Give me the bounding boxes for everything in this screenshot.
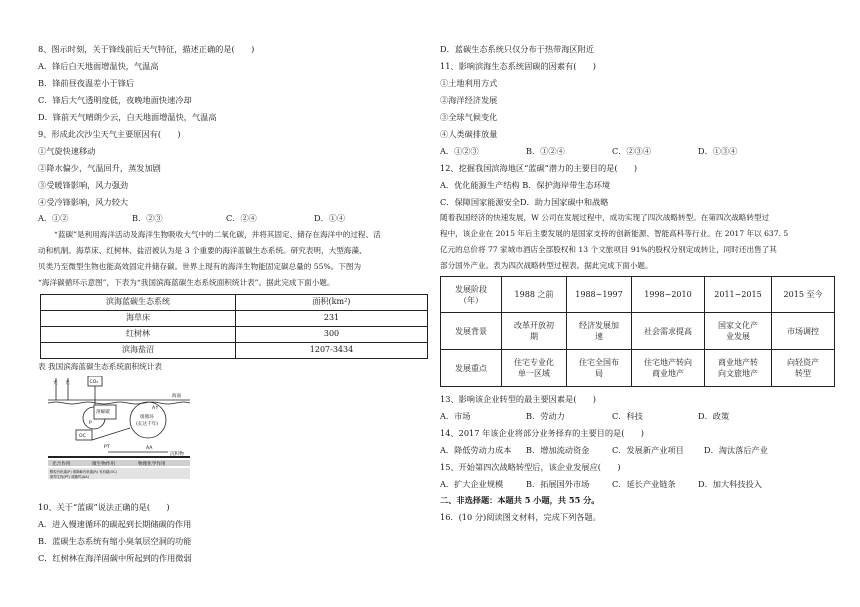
table-cell: 发展重点 bbox=[441, 350, 502, 387]
diagram-label: CO₂ bbox=[89, 380, 99, 385]
table-cell: 231 bbox=[236, 311, 428, 327]
q11-option-a: A．①②③ bbox=[440, 146, 479, 156]
passage-line-3: 亿元的总价将 77 家城市酒店全部股权和 13 个文旅项目 91%的股权分别定成转让，同时还出售了其 bbox=[440, 245, 777, 254]
strategy-transition-table bbox=[440, 276, 835, 387]
table-cell: 国家文化产 业发展 bbox=[705, 313, 772, 350]
q9-item-4: ④受冷锋影响，风力较大 bbox=[38, 197, 129, 207]
bluecarbon-area-table bbox=[40, 294, 428, 359]
table-caption: 表 我国滨海蓝碳生态系统面积统计表 bbox=[38, 362, 162, 371]
section-heading: 二、非选择题：本题共 5 小题，共 55 分。 bbox=[440, 495, 600, 505]
q11-option-c: C．②③④ bbox=[612, 146, 652, 156]
q11-item-3: ③全球气候变化 bbox=[440, 112, 498, 122]
passage-line-4: 部分国外产业。表为四次战略转型过程表。据此完成下面小题。 bbox=[440, 261, 653, 270]
diagram-label: PT bbox=[104, 445, 110, 450]
slowcycle-circle bbox=[130, 402, 166, 438]
diagram-label: 沉积物 bbox=[170, 452, 184, 457]
diagram-label: 微生物作用 bbox=[92, 462, 115, 467]
table-cell: 向轻资产 转型 bbox=[772, 350, 835, 387]
q12-options-1: A．优化能源生产结构 B．保护海岸带生态环境 bbox=[440, 180, 611, 190]
q8-stem: 8、图示时刻，关于锋线前后天气特征，描述正确的是( ) bbox=[38, 44, 255, 54]
q11-option-d: D．①③④ bbox=[698, 146, 738, 156]
diagram-label: 光合作用 bbox=[52, 462, 71, 467]
q10-stem: 10、关于“蓝碳”说法正确的是( ) bbox=[38, 502, 170, 512]
table-header: 1998~2010 bbox=[632, 277, 705, 313]
diagram-label: 光 bbox=[65, 381, 70, 386]
table-header: 滨海蓝碳生态系统 bbox=[41, 295, 236, 311]
ocean-carbon-cycle-diagram bbox=[48, 376, 190, 480]
diagram-label: 海面 bbox=[172, 394, 182, 399]
q13-option-b: B．劳动力 bbox=[526, 411, 565, 421]
table-cell: 经济发展加 速 bbox=[567, 313, 632, 350]
q10-option-a: A．进入慢速循环的碳起到长期储碳的作用 bbox=[38, 519, 192, 529]
q12-options-2: C．保障国家能源安全D．助力国家碳中和战略 bbox=[440, 197, 609, 207]
q15-option-c: C．延长产业链条 bbox=[612, 479, 676, 489]
diagram-label: P bbox=[89, 421, 92, 426]
seafloor-band bbox=[48, 456, 190, 458]
q14-option-d: D．淘汰落后产业 bbox=[704, 445, 768, 455]
table-cell: 住宅专业化 单一区域 bbox=[502, 350, 567, 387]
q8-option-c: C．锋后大气透明度低，夜晚地面快速冷却 bbox=[38, 95, 192, 105]
passage-line-1: “蓝碳”是利用海洋活动及海洋生物吸收大气中的二氧化碳，并将其固定、储存在海洋中的过程、活 bbox=[54, 230, 381, 239]
q9-item-3: ③受暖锋影响，风力强劲 bbox=[38, 180, 129, 190]
q10-option-d: D．蓝碳生态系统只仅分布于热带海区附近 bbox=[440, 44, 594, 54]
table-cell: 红树林 bbox=[41, 327, 236, 343]
table-cell: 滨海盐沼 bbox=[41, 343, 236, 359]
wave-line bbox=[48, 402, 190, 404]
passage-line-2: 程中，该企业在 2015 年后主要发展的是国家支持的创新能源、智能高科等行业。在 2017 年以 637. 5 bbox=[440, 229, 789, 238]
q9-option-d: D．①④ bbox=[314, 213, 346, 223]
passage-line-1: 随着我国经济的快速发展，W 公司在发展过程中，成功实现了四次战略转型。在第四次战略转型过 bbox=[440, 213, 770, 222]
passage-line-3: 贝类乃至微型生物也能高效固定并储存碳。世界上现有的海洋生物能固定碳总量的 55%。下图为 bbox=[38, 262, 362, 271]
q9-item-1: ①气旋快速移动 bbox=[38, 146, 96, 156]
diagram-label: 物理化学作用 bbox=[138, 462, 166, 467]
q9-option-b: B．②③ bbox=[132, 213, 163, 223]
q8-option-a: A．锋后白天地面增温快，气温高 bbox=[38, 61, 159, 71]
table-header: 2015 至今 bbox=[772, 277, 835, 313]
diagram-label: A↑ bbox=[152, 406, 159, 411]
table-cell: 市场调控 bbox=[772, 313, 835, 350]
diagram-label: 光 bbox=[53, 381, 58, 386]
q15-option-d: D．加大科技投入 bbox=[698, 479, 762, 489]
q10-option-b: B．蓝碳生态系统有缩小臭氧层空洞的功能 bbox=[38, 536, 192, 546]
q8-option-b: B．锋前昼夜温差小于锋后 bbox=[38, 78, 135, 88]
table-row bbox=[41, 311, 428, 327]
passage-line-4: “海洋碳循环示意图”，下表为“我国滨海蓝碳生态系统面积统计表”。据此完成下面小题。 bbox=[38, 278, 335, 287]
q11-option-b: B．①②④ bbox=[526, 146, 565, 156]
diagram-label: OC bbox=[79, 434, 86, 439]
q15-option-a: A．扩大企业规模 bbox=[440, 479, 504, 489]
table-row bbox=[441, 350, 835, 387]
q11-item-1: ①土地利用方式 bbox=[440, 78, 498, 88]
table-cell: 社会需求提高 bbox=[632, 313, 705, 350]
table-cell: 住宅地产转向 商业地产 bbox=[632, 350, 705, 387]
q13-stem: 13、影响该企业转型的最主要因素是( ) bbox=[440, 394, 596, 404]
q11-stem: 11、影响滨海生态系统固碳的因素有( ) bbox=[440, 61, 596, 71]
table-row bbox=[41, 327, 428, 343]
q9-option-c: C．②④ bbox=[226, 213, 257, 223]
q9-stem: 9、形成此次沙尘天气主要原因有( ) bbox=[38, 129, 181, 139]
table-cell: 住宅全国布 局 bbox=[567, 350, 632, 387]
q13-option-a: A．市场 bbox=[440, 411, 471, 421]
q14-stem: 14、2017 年该企业将部分业务择弃的主要目的是( ) bbox=[440, 428, 644, 438]
diagram-label: AA bbox=[146, 446, 153, 451]
q14-option-c: C．发展新产业项目 bbox=[612, 445, 684, 455]
q11-item-2: ②海洋经济发展 bbox=[440, 95, 498, 105]
q12-stem: 12、挖掘我国滨海地区“蓝碳”潜力的主要目的是( ) bbox=[440, 163, 638, 173]
diagram-legend: 颗粒有机碳(P) 难降解有机碳(R) 有机碳(OC) bbox=[50, 470, 117, 474]
q11-item-4: ④人类碳排放量 bbox=[440, 129, 498, 139]
table-row bbox=[441, 313, 835, 350]
q15-option-b: B．拓展国外市场 bbox=[526, 479, 590, 489]
table-cell: 发展背景 bbox=[441, 313, 502, 350]
q15-stem: 15、开始第四次战略转型后，该企业发展应( ) bbox=[440, 462, 621, 472]
q16-stem: 16．(10 分)阅读图文材料，完成下列各题。 bbox=[440, 512, 601, 522]
table-cell: 海草床 bbox=[41, 311, 236, 327]
table-header: 1988~1997 bbox=[567, 277, 632, 313]
table-cell: 改革开放初 期 bbox=[502, 313, 567, 350]
q9-item-2: ②降水偏少，气温回升，蒸发加剧 bbox=[38, 163, 161, 173]
passage-line-2: 动和机制。海草床、红树林、盐沼被认为是 3 个重要的海洋蓝碳生态系统。研究表明，大型海藻、 bbox=[38, 246, 367, 255]
table-header: 2011~2015 bbox=[705, 277, 772, 313]
table-cell: 300 bbox=[236, 327, 428, 343]
diagram-legend: 微型生物(PT) 碳酸钙(AA) bbox=[50, 475, 89, 479]
q13-option-c: C．科技 bbox=[612, 411, 643, 421]
q13-option-d: D．政策 bbox=[698, 411, 730, 421]
q8-option-d: D．锋前天气晴朗少云，白天地面增温快，气温高 bbox=[38, 112, 217, 122]
table-header: 1988 之前 bbox=[502, 277, 567, 313]
arrow-line bbox=[92, 428, 130, 440]
q9-option-a: A．①② bbox=[38, 213, 69, 223]
diagram-label: (长达千年) bbox=[136, 422, 158, 427]
table-row bbox=[41, 343, 428, 359]
q14-option-b: B．增加流动资金 bbox=[526, 445, 590, 455]
q10-option-c: C．红树林在海洋固碳中所起到的作用微弱 bbox=[38, 553, 192, 563]
table-header: 面积(km²) bbox=[236, 295, 428, 311]
table-cell: 1207-3434 bbox=[236, 343, 428, 359]
q14-option-a: A．降低劳动力成本 bbox=[440, 445, 512, 455]
table-header: 发展阶段 （年） bbox=[441, 277, 502, 313]
diagram-label: 缓循环 bbox=[140, 415, 154, 420]
diagram-label: 溶解碳 bbox=[96, 410, 110, 415]
table-cell: 商业地产转 向文旅地产 bbox=[705, 350, 772, 387]
